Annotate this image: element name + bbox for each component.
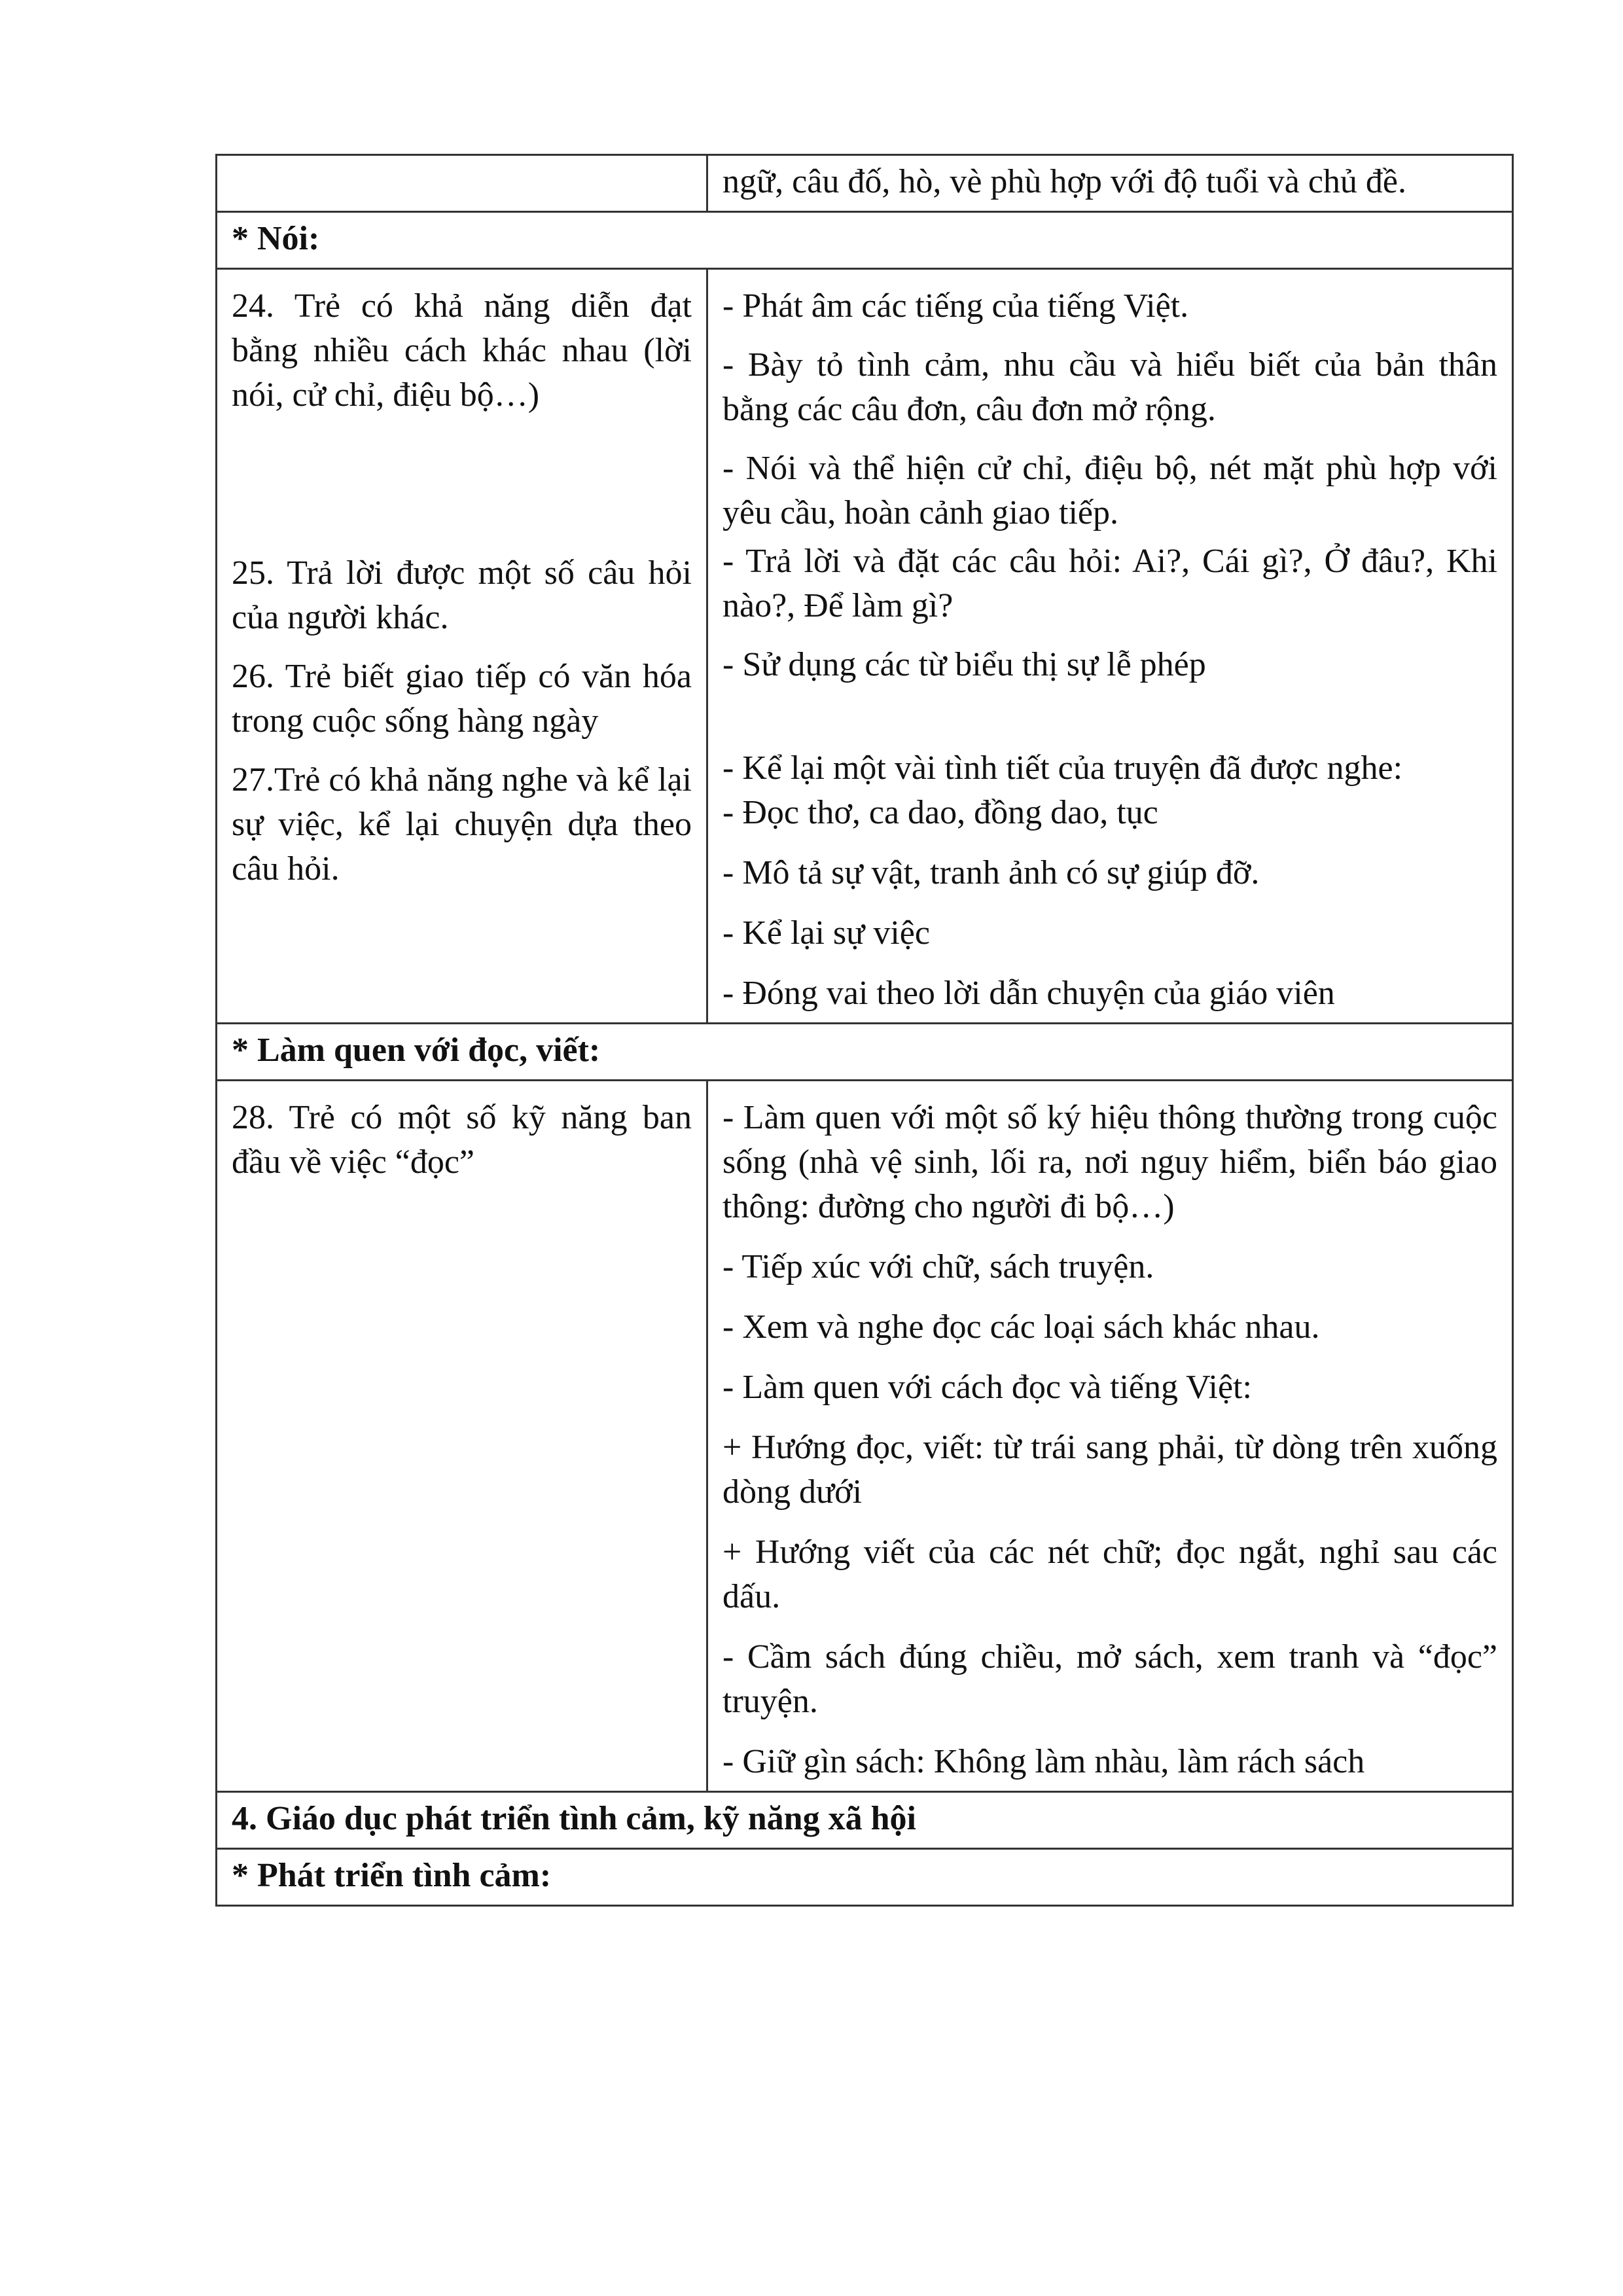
content-item: - Cầm sách đúng chiều, mở sách, xem tranh và “đọc” truyện. [722, 1638, 1497, 1720]
table-row [217, 1024, 1513, 1081]
content-item: - Kể lại một vài tình tiết của truyện đã được nghe: [722, 749, 1403, 787]
blank-line [722, 687, 1497, 746]
content-item: - Làm quen với một số ký hiệu thông thường trong cuộc sống (nhà vệ sinh, lối ra, nơi nguy hiểm, biển báo giao thông: đường cho người đi bộ…) [722, 1099, 1497, 1225]
section-heading-4: 4. Giáo dục phát triển tình cảm, kỹ năng xã hội [217, 1792, 1513, 1849]
content-item: - Kể lại sự việc [722, 914, 930, 952]
content-item: + Hướng đọc, viết: từ trái sang phải, từ dòng trên xuống dòng dưới [722, 1429, 1497, 1511]
table-cell-empty [217, 155, 707, 212]
objective-24: 24. Trẻ có khả năng diễn đạt bằng nhiều cách khác nhau (lời nói, cử chỉ, điệu bộ…) [232, 287, 692, 414]
content-item: - Tiếp xúc với chữ, sách truyện. [722, 1248, 1154, 1285]
table-cell-continuation: ngữ, câu đố, hò, vè phù hợp với độ tuổi và chủ đề. [707, 155, 1513, 212]
curriculum-table [215, 154, 1514, 1907]
objective-27: 27.Trẻ có khả năng nghe và kể lại sự việc, kể lại chuyện dựa theo câu hỏi. [232, 761, 692, 888]
table-row [217, 155, 1513, 212]
content-item: - Bày tỏ tình cảm, nhu cầu và hiểu biết của bản thân bằng các câu đơn, câu đơn mở rộng. [722, 346, 1497, 428]
table-row [217, 212, 1513, 269]
content-item: - Giữ gìn sách: Không làm nhàu, làm rách sách [722, 1743, 1365, 1780]
table-row [217, 1081, 1513, 1792]
objective-26: 26. Trẻ biết giao tiếp có văn hóa trong cuộc sống hàng ngày [232, 658, 692, 740]
content-item: - Đóng vai theo lời dẫn chuyện của giáo viên [722, 975, 1335, 1012]
table-row [217, 1849, 1513, 1906]
content-item: - Sử dụng các từ biểu thị sự lễ phép [722, 646, 1206, 683]
table-row [217, 269, 1513, 1024]
content-item: - Xem và nghe đọc các loại sách khác nhau. [722, 1308, 1320, 1346]
content-item: + Hướng viết của các nét chữ; đọc ngắt, nghỉ sau các dấu. [722, 1534, 1497, 1615]
contents-cell [707, 269, 1513, 1024]
table-row [217, 1792, 1513, 1849]
contents-cell [707, 1081, 1513, 1792]
content-item: - Đọc thơ, ca dao, đồng dao, tục [722, 794, 1158, 831]
content-item: - Làm quen với cách đọc và tiếng Việt: [722, 1369, 1252, 1406]
content-item: - Phát âm các tiếng của tiếng Việt. [722, 287, 1189, 325]
section-heading-tinh-cam: * Phát triển tình cảm: [217, 1849, 1513, 1906]
content-item: - Nói và thể hiện cử chỉ, điệu bộ, nét mặt phù hợp với yêu cầu, hoàn cảnh giao tiếp. [722, 450, 1497, 531]
section-heading-noi: * Nói: [217, 212, 1513, 269]
objective-25: 25. Trả lời được một số câu hỏi của người khác. [232, 554, 692, 636]
objectives-cell [217, 1081, 707, 1792]
objectives-cell [217, 269, 707, 1024]
content-item: - Trả lời và đặt các câu hỏi: Ai?, Cái gì?, Ở đâu?, Khi nào?, Để làm gì? [722, 543, 1497, 624]
section-heading-doc-viet: * Làm quen với đọc, viết: [217, 1024, 1513, 1081]
objective-28: 28. Trẻ có một số kỹ năng ban đầu về việc “đọc” [232, 1099, 692, 1181]
content-item: - Mô tả sự vật, tranh ảnh có sự giúp đỡ. [722, 854, 1260, 891]
